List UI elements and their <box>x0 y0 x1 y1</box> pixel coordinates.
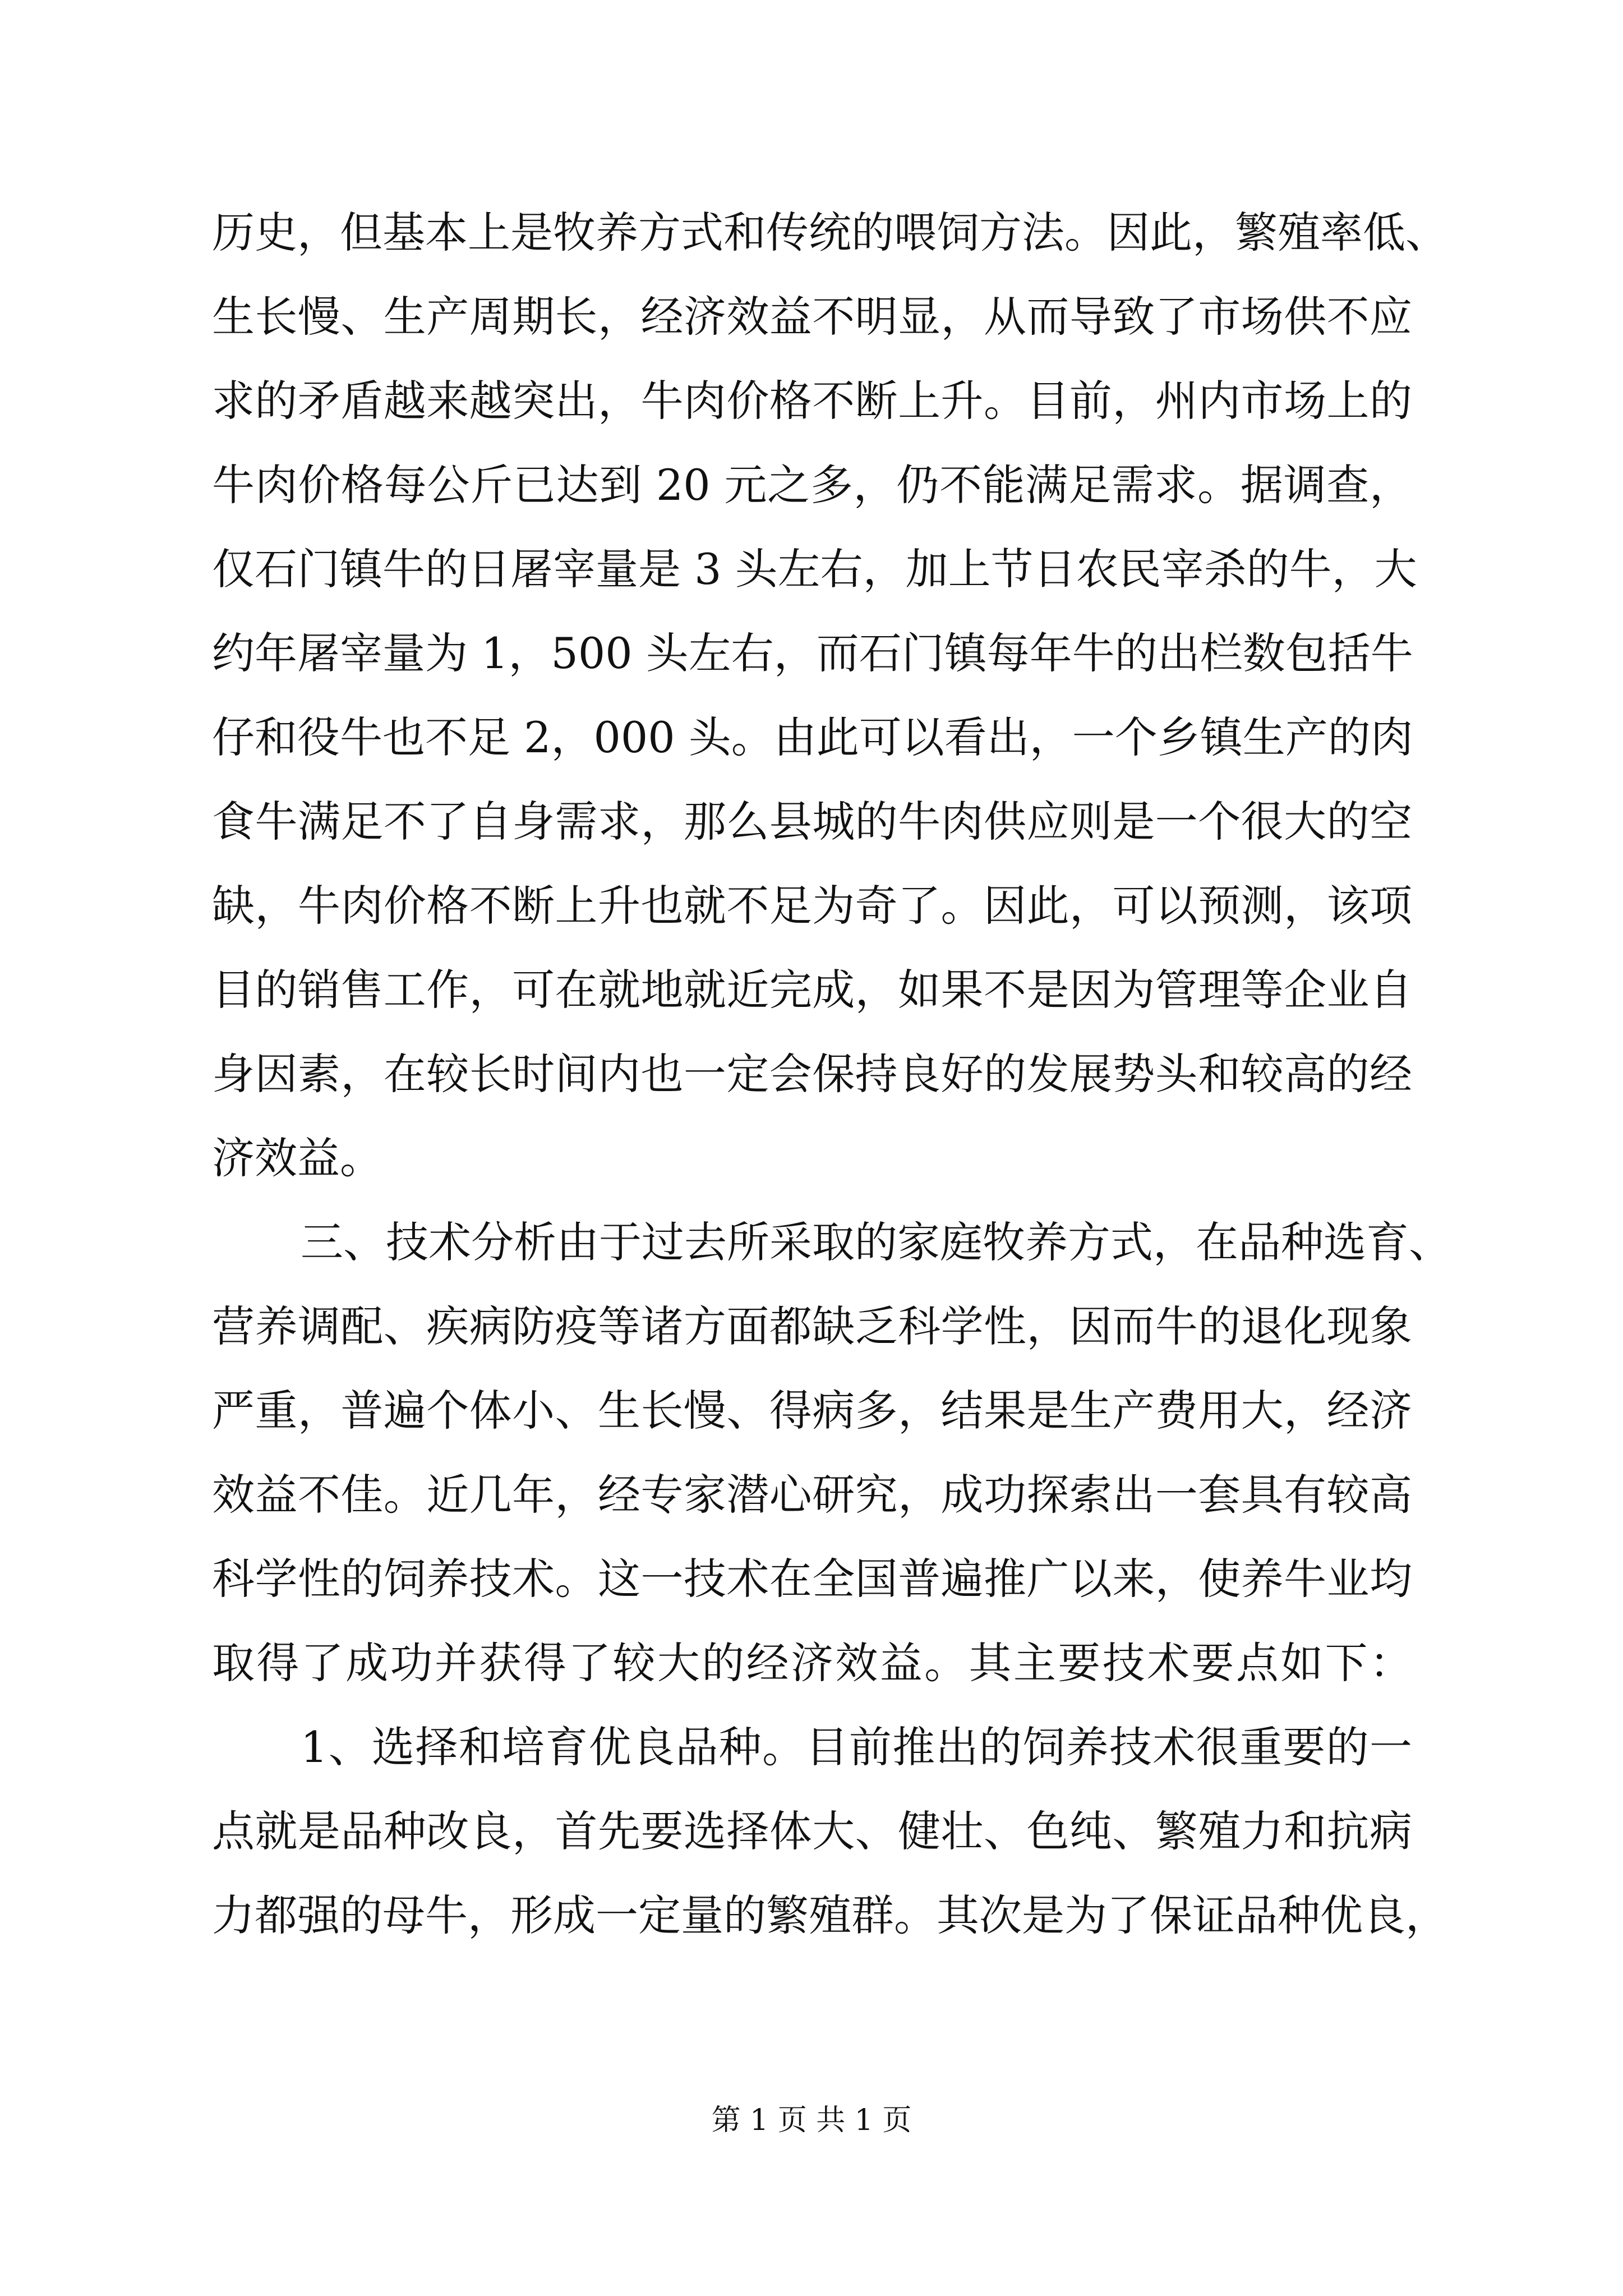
text-line: 历史，但基本上是牧养方式和传统的喂饲方法。因此，繁殖率低、 <box>212 208 1448 257</box>
text-line: 效益不佳。近几年，经专家潜心研究，成功探索出一套具有较高 <box>212 1470 1412 1520</box>
text-line: 营养调配、疾病防疫等诸方面都缺乏科学性，因而牛的退化现象 <box>212 1301 1412 1351</box>
text-line: 仔和役牛也不足 2，000 头。由此可以看出，一个乡镇生产的肉 <box>212 712 1413 762</box>
text-line: 取得了成功并获得了较大的经济效益。其主要技术要点如下： <box>212 1638 1412 1688</box>
text-line: 生长慢、生产周期长，经济效益不明显，从而导致了市场供不应 <box>212 292 1412 342</box>
text-line: 目的销售工作，可在就地就近完成，如果不是因为管理等企业自 <box>212 965 1412 1015</box>
text-line: 科学性的饲养技术。这一技术在全国普遍推广以来，使养牛业均 <box>212 1554 1412 1604</box>
text-line: 点就是品种改良，首先要选择体大、健壮、色纯、繁殖力和抗病 <box>212 1806 1412 1856</box>
document-body <box>212 191 1451 1958</box>
paragraph-2 <box>212 1200 1451 1705</box>
text-line: 三、技术分析由于过去所采取的家庭牧养方式，在品种选育、 <box>301 1217 1451 1267</box>
page-footer <box>0 2101 1623 2140</box>
text-line: 身因素，在较长时间内也一定会保持良好的发展势头和较高的经 <box>212 1049 1412 1099</box>
text-line: 食牛满足不了自身需求，那么县城的牛肉供应则是一个很大的空 <box>212 797 1412 846</box>
text-line: 约年屠宰量为 1，500 头左右，而石门镇每年牛的出栏数包括牛 <box>212 628 1413 678</box>
text-line: 仅石门镇牛的日屠宰量是 3 头左右，加上节日农民宰杀的牛，大 <box>212 544 1417 594</box>
text-line: 1、选择和培育优良品种。目前推出的饲养技术很重要的一 <box>301 1722 1412 1772</box>
page-number-label: 第 1 页 共 1 页 <box>711 2104 912 2137</box>
paragraph-3 <box>212 1705 1448 1958</box>
text-line: 求的矛盾越来越突出，牛肉价格不断上升。目前，州内市场上的 <box>212 376 1412 426</box>
text-line: 严重，普遍个体小、生长慢、得病多，结果是生产费用大，经济 <box>212 1386 1412 1435</box>
text-line: 缺，牛肉价格不断上升也就不足为奇了。因此，可以预测，该项 <box>212 881 1412 931</box>
text-line: 力都强的母牛，形成一定量的繁殖群。其次是为了保证品种优良， <box>212 1890 1448 1940</box>
text-line: 牛肉价格每公斤已达到 20 元之多，仍不能满足需求。据调查， <box>212 460 1412 510</box>
text-line: 济效益。 <box>212 1133 382 1183</box>
paragraph-1 <box>212 191 1448 1200</box>
